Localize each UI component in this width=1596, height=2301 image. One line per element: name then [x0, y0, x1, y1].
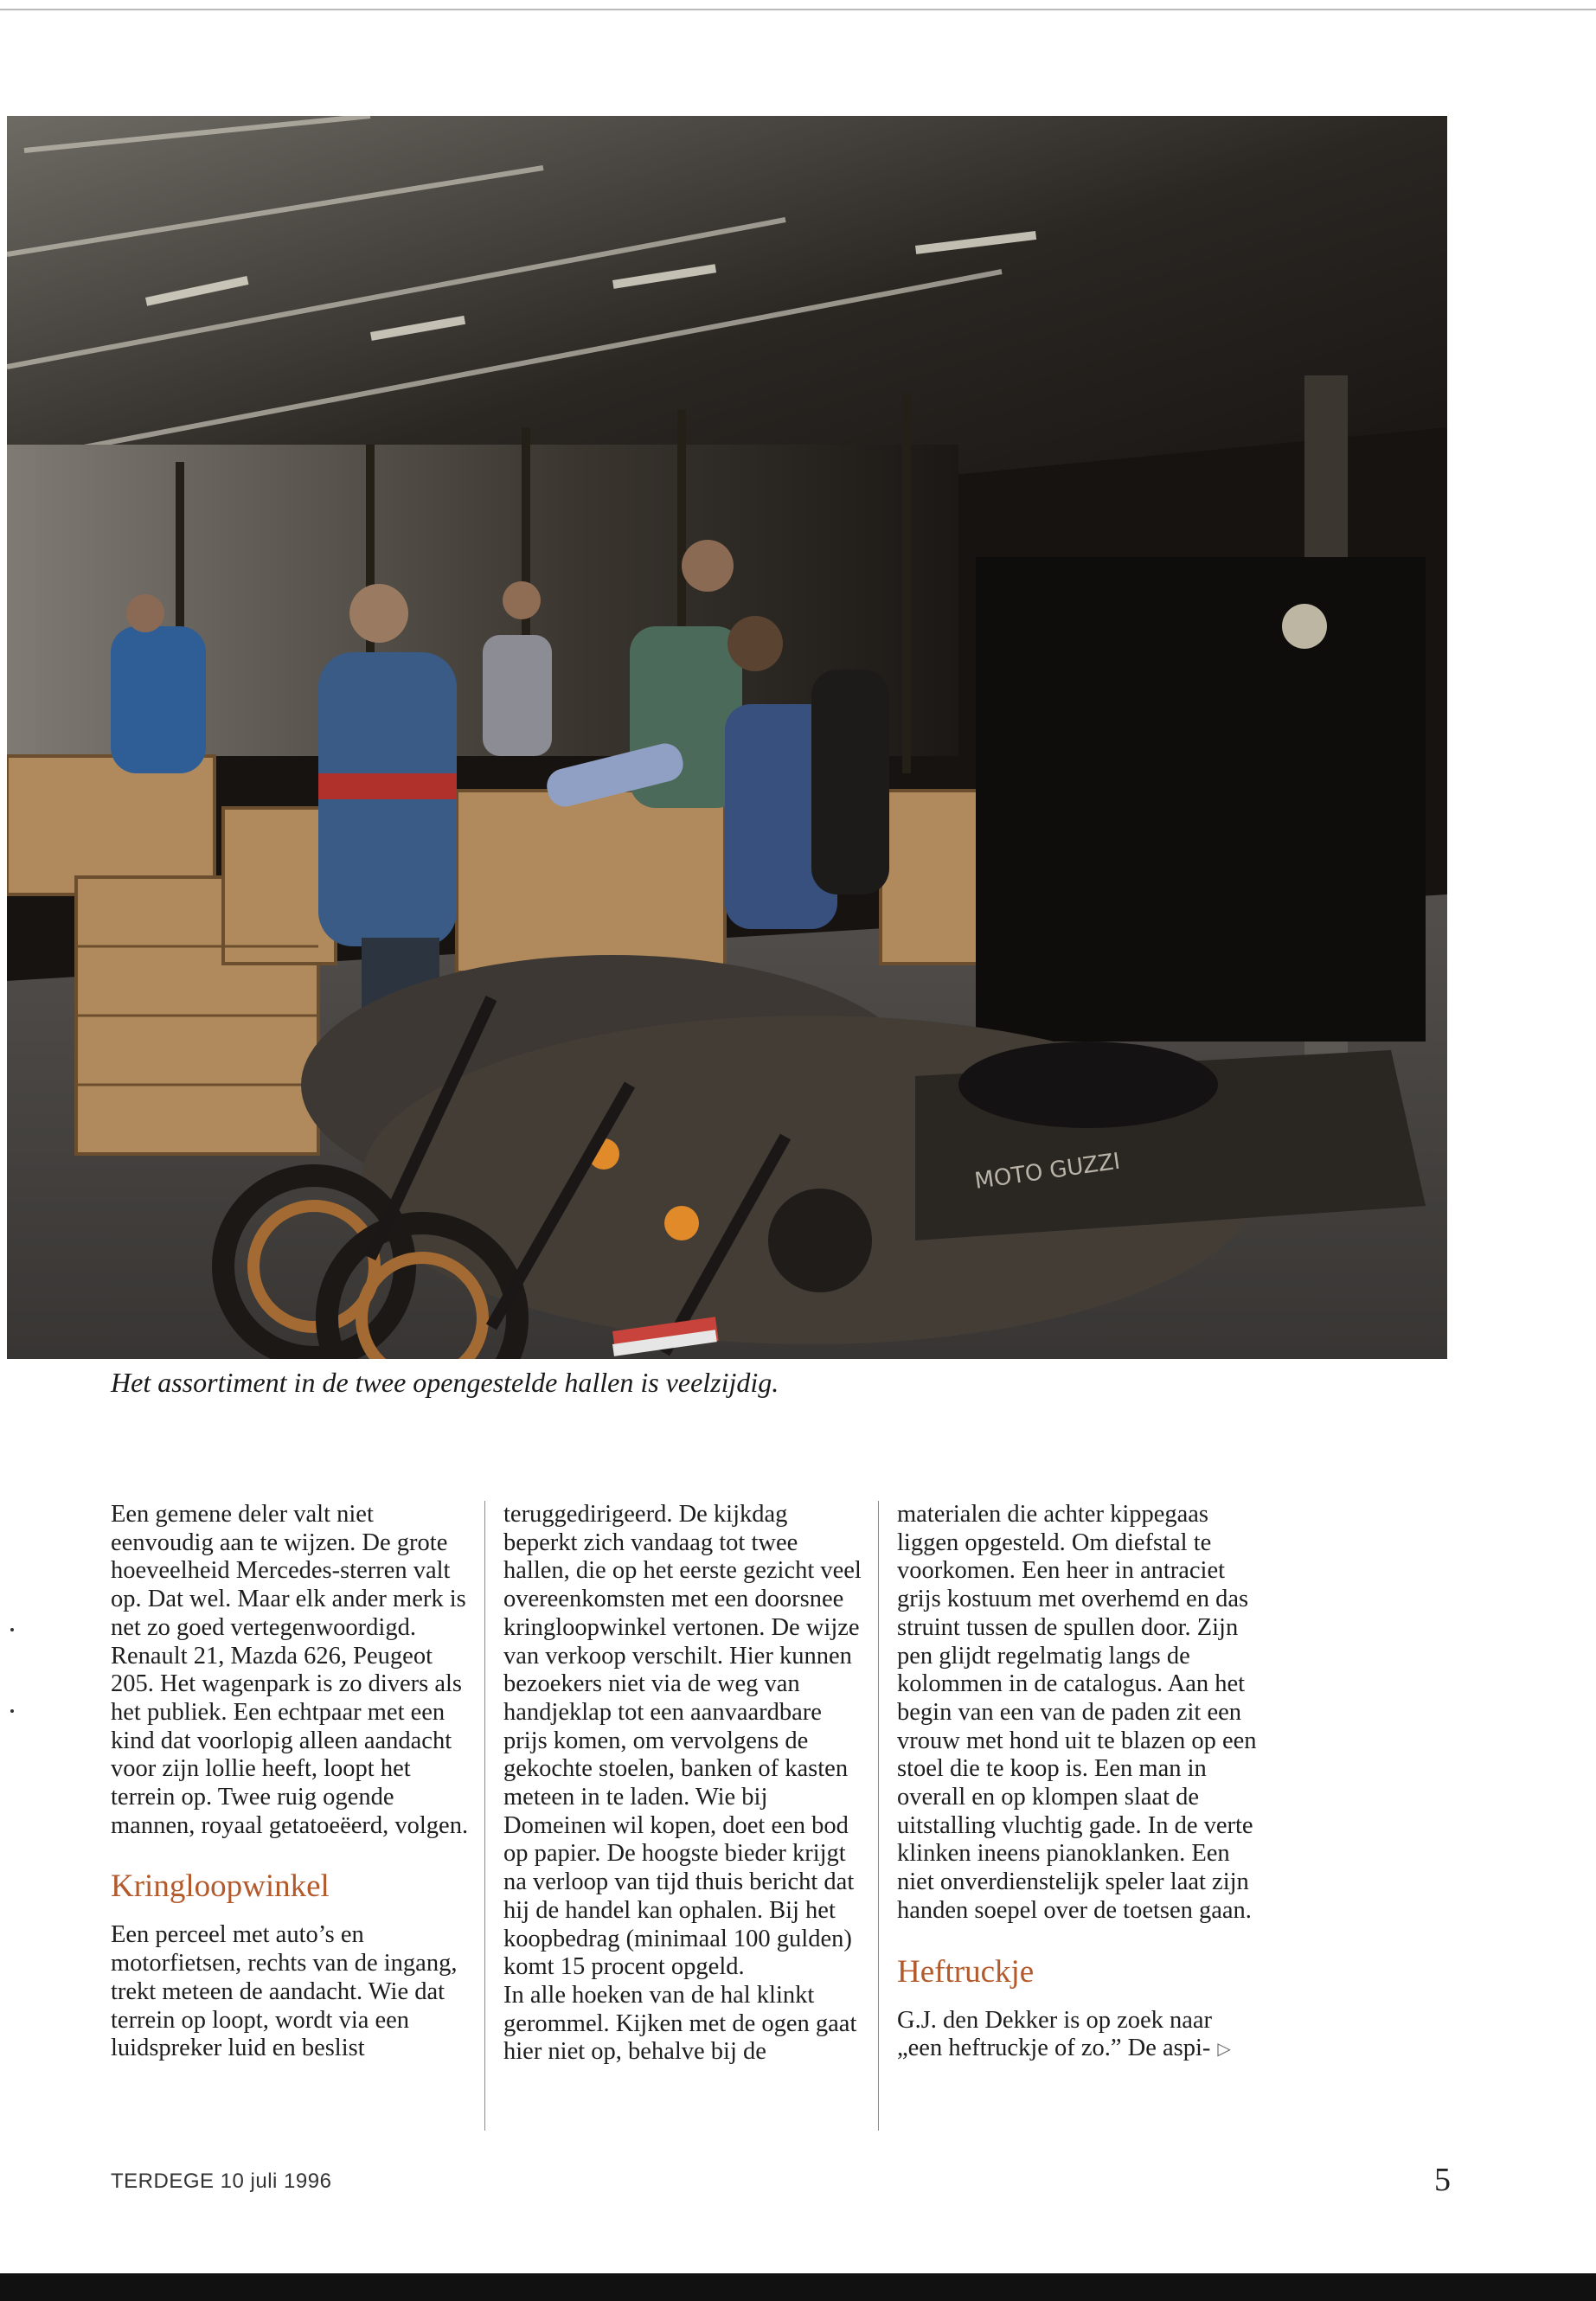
continue-arrow-icon: ▷ [1217, 2040, 1231, 2060]
publication-footer: TERDEGE 10 juli 1996 [111, 2170, 332, 2193]
paragraph: Een gemene deler valt niet eenvoudig aan te wijzen. De grote hoeveelheid Mercedes-sterren valt op. Dat wel. Maar elk ander merk is net zo goed vertegenwoordigd. Renault 21, Mazda 626, Peugeot 205. Het wagenpark is zo divers als het publiek. Een echtpaar met een kind dat voorlopig alleen aandacht voor zijn lollie heeft, loopt het terrein op. Twee ruig ogende mannen, royaal getatoeëerd, volgen. [111, 1501, 469, 1839]
paragraph: materialen die achter kippegaas liggen opgesteld. Om diefstal te voorkomen. Een heer in antraciet grijs kostuum met overhemd en das struint tussen de spullen door. Zijn pen glijdt regelmatig langs de kolommen in de catalogus. Aan het begin van een van de paden zit een vrouw met hond uit te blazen op een stoel die te koop is. Een man in overall en op klompen slaat de uitstalling vluchtig gade. In de verte klinken ineens pianoklanken. Een niet onverdienstelijk speler laat zijn handen soepel over de toetsen gaan. [897, 1501, 1257, 1924]
paragraph: teruggedirigeerd. De kijkdag beperkt zich vandaag tot twee hallen, die op het eerste gezicht veel overeenkomsten met een doorsnee kringloopwinkel vertonen. De wijze van verkoop verschilt. Hier kunnen bezoekers niet via de weg van handjeklap tot een aanvaardbare prijs komen, om vervolgens de gekochte stoelen, banken of kasten meteen in te laden. Wie bij Domeinen wil kopen, doet een bod op papier. De hoogste bieder krijgt na verloop van tijd thuis bericht dat hij de handel kan ophalen. Bij het koopbedrag (minimaal 100 gulden) komt 15 procent opgeld. [503, 1501, 862, 1981]
margin-mark [10, 1709, 14, 1713]
subheading: Kringloopwinkel [111, 1868, 330, 1905]
subheading: Heftruckje [897, 1953, 1035, 1990]
photo-warehouse-motorcycles [7, 116, 1447, 1359]
paragraph [897, 2007, 1260, 2065]
photo-caption: Het assortiment in de twee opengestelde hallen is veelzijdig. [111, 1367, 779, 1398]
column-divider [484, 1501, 485, 2131]
warehouse-photo [7, 116, 1447, 1359]
paragraph: In alle hoeken van de hal klinkt gerommel. Kijken met de ogen gaat hier niet op, behalve bij de [503, 1981, 857, 2066]
top-rule [0, 9, 1596, 10]
column-divider [878, 1501, 879, 2131]
page-number: 5 [1434, 2162, 1451, 2198]
bottom-bar [0, 2273, 1596, 2301]
paragraph-text: G.J. den Dekker is op zoek naar „een heftruckje of zo.” De aspi- [897, 2006, 1213, 2062]
margin-mark [10, 1628, 14, 1631]
article-column-3 [897, 1501, 1260, 2064]
article-column-1 [111, 1501, 474, 2063]
paragraph: Een perceel met auto’s en motorfietsen, rechts van de ingang, trekt meteen de aandacht. Wie dat terrein op loopt, wordt via een luidspreker luid en beslist [111, 1921, 458, 2062]
svg-text:MOTO GUZZI: MOTO GUZZI [972, 1148, 1122, 1195]
article-column-2 [503, 1501, 867, 2067]
